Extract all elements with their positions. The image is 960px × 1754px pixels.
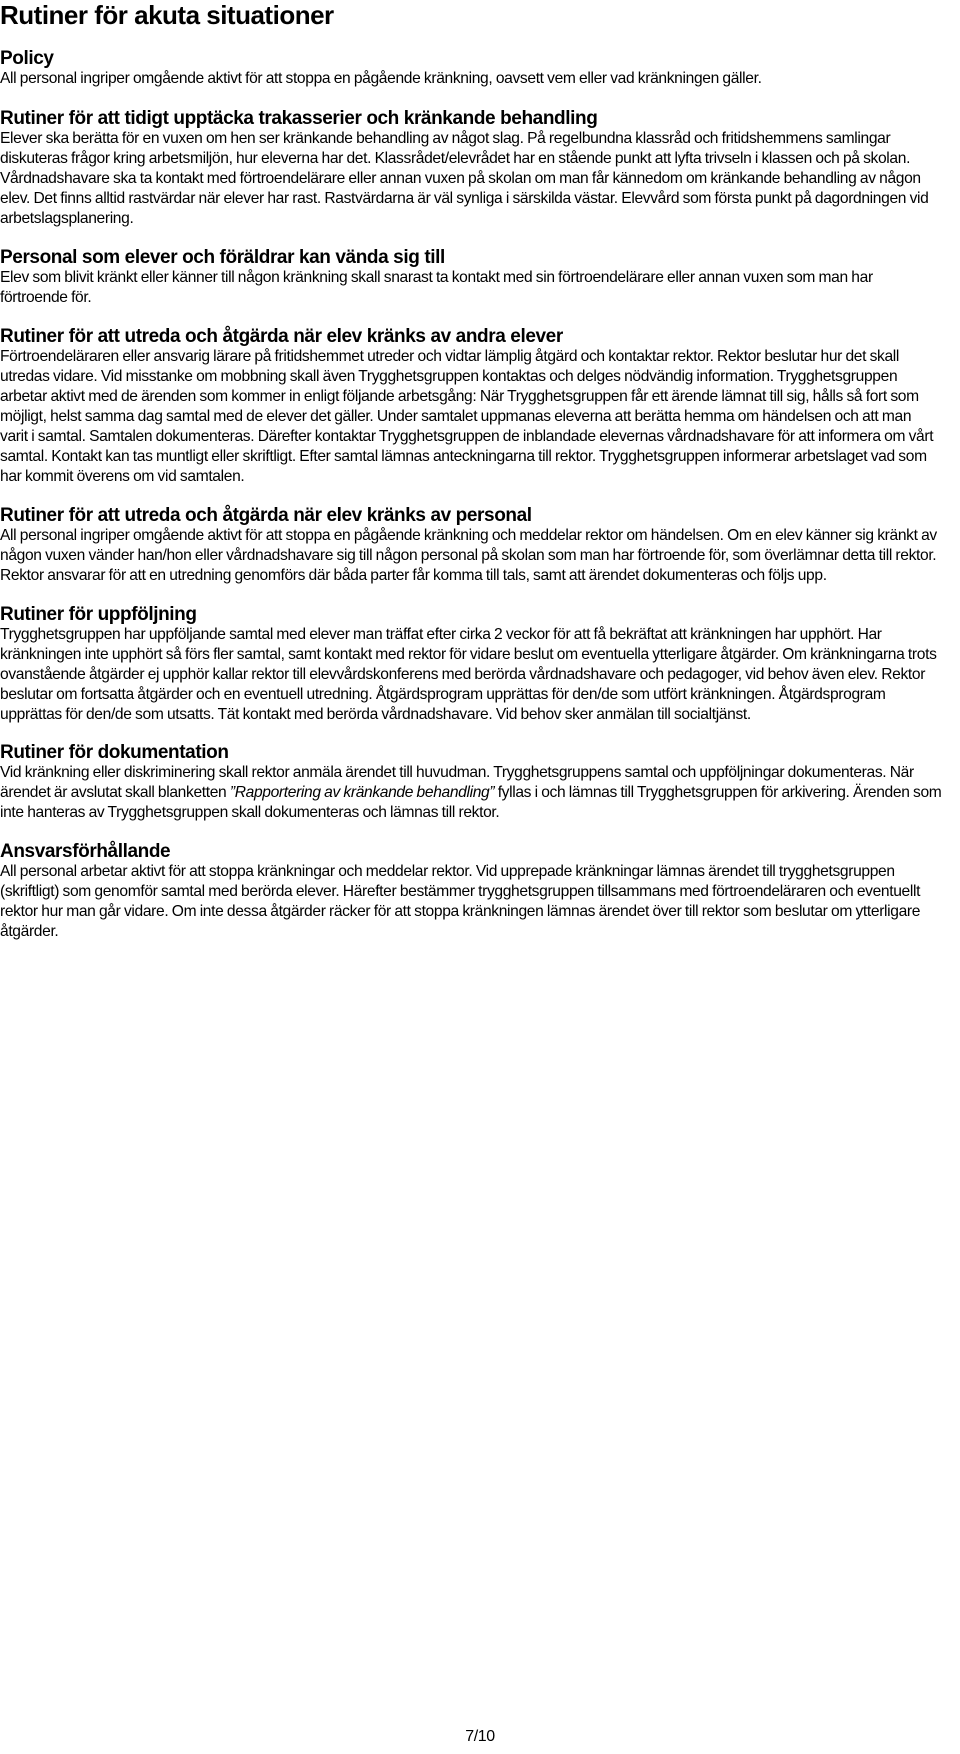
section-early-detection xyxy=(0,109,942,229)
section-contact-staff xyxy=(0,248,942,308)
section-body: Trygghetsgruppen har uppföljande samtal med elever man träffat efter cirka 2 veckor för att få bekräftat att kränkningen har upphört. Har kränkningen inte upphört så förs fler samtal, samt kontakt med rektor för vidare beslut om eventuella ytterligare åtgärder. Om kränkningarna trots ovanstående åtgärder ej upphör kallar rektor till elevvårdskonferens med berörda vårdnadshavare och pedagoger, vid behov även elev. Rektor beslutar om fortsatta åtgärder och en eventuell utredning. Åtgärdsprogram upprättas för den/de som utfört kränkningen. Åtgärdsprogram upprättas för den/de som utsatts. Tät kontakt med berörda vårdnadshavare. Vid behov sker anmälan till socialtjänst. xyxy=(0,626,937,723)
body-text: Vid kränkning eller diskriminering skall rektor anmäla ärendet till huvudman. Trygghetsgruppens samtal och uppföljningar dokumenteras. När ärendet är avslutat skall blanketten xyxy=(0,764,914,801)
section-documentation xyxy=(0,743,942,823)
section-student-on-student xyxy=(0,327,942,487)
section-heading: Ansvarsförhållande xyxy=(0,841,171,862)
section-body: Elever ska berätta för en vuxen om hen ser kränkande behandling av något slag. På regelbundna klassråd och fritidshemmens samlingar diskuteras frågor kring arbetsmiljön, hur eleverna har det. Klassrådet/elevrådet har en stående punkt att lyfta trivseln i klassen och på skolan. Vårdnadshavare ska ta kontakt med förtroendelärare eller annan vuxen på skolan om man får kännedom om kränkande behandling av någon elev. Det finns alltid rastvärdar när elever har rast. Rastvärdarna är väl synliga i särskilda västar. Elevvård som första punkt på dagordningen vid arbetslagsplanering. xyxy=(0,130,929,227)
section-policy xyxy=(0,49,942,89)
section-heading: Rutiner för att tidigt upptäcka trakasserier och kränkande behandling xyxy=(0,108,598,129)
section-heading: Policy xyxy=(0,48,54,69)
section-heading: Personal som elever och föräldrar kan vända sig till xyxy=(0,247,445,268)
section-heading: Rutiner för uppföljning xyxy=(0,604,197,625)
section-responsibility xyxy=(0,842,942,942)
form-name: ”Rapportering av kränkande behandling” xyxy=(229,784,495,801)
section-body: Förtroendeläraren eller ansvarig lärare på fritidshemmet utreder och vidtar lämplig åtgärd och kontaktar rektor. Rektor beslutar hur det skall utredas vidare. Vid misstanke om mobbning skall även Trygghetsgruppen kontaktas och delges nödvändig information. Trygghetsgruppen arbetar aktivt med de ärenden som kommer in enligt följande arbetsgång: När Trygghetsgruppen får ett ärende lämnat till sig, hålls så fort som möjligt, helst samma dag samtal med de elever det gäller. Under samtalet uppmanas eleverna att berätta hemma om händelsen och att man varit i samtal. Samtalen dokumenteras. Därefter kontaktar Trygghetsgruppen de inblandade elevernas vårdnadshavare för att informera om vårt samtal. Kontakt kan tas muntligt eller skriftligt. Efter samtal lämnas anteckningarna till rektor. Trygghetsgruppen informerar arbetslaget vad som har kommit överens om vid samtalen. xyxy=(0,348,934,485)
section-body: Elev som blivit kränkt eller känner till någon kränkning skall snarast ta kontakt med sin förtroendelärare eller annan vuxen som man har förtroende för. xyxy=(0,269,873,306)
body-text: fyllas i och lämnas till Trygghetsgruppen för arkivering. Ärenden som inte hanteras av Trygghetsgruppen skall dokumenteras och lämnas till rektor. xyxy=(0,784,942,821)
page-number: 7/10 xyxy=(465,1728,495,1745)
section-heading: Rutiner för att utreda och åtgärda när elev kränks av personal xyxy=(0,505,532,526)
section-follow-up xyxy=(0,605,942,725)
section-body: All personal arbetar aktivt för att stoppa kränkningar och meddelar rektor. Vid upprepade kränkningar lämnas ärendet till trygghetsgruppen (skriftligt) som genomför samtal med berörda elever. Härefter bestämmer trygghetsgruppen tillsammans med förtroendeläraren och eventuellt rektor hur man går vidare. Om inte dessa åtgärder räcker för att stoppa kränkningen lämnas ärendet över till rektor som beslutar om ytterligare åtgärder. xyxy=(0,863,921,940)
section-heading: Rutiner för att utreda och åtgärda när elev kränks av andra elever xyxy=(0,326,563,347)
section-body: All personal ingriper omgående aktivt för att stoppa en pågående kränkning och meddelar rektor om händelsen. Om en elev känner sig kränkt av någon vuxen vänder han/hon eller vårdnadshavare sig till någon personal på skolan som man har förtroende för, som överlämnar detta till rektor. Rektor ansvarar för att en utredning genomförs där båda parter får komma till tals, samt att ärendet dokumenteras och följs upp. xyxy=(0,527,937,584)
section-heading: Rutiner för dokumentation xyxy=(0,742,229,763)
section-body: All personal ingriper omgående aktivt för att stoppa en pågående kränkning, oavsett vem eller vad kränkningen gäller. xyxy=(0,70,762,87)
document-title: Rutiner för akuta situationer xyxy=(0,0,334,30)
section-body xyxy=(0,763,942,823)
section-staff-on-student xyxy=(0,506,942,586)
